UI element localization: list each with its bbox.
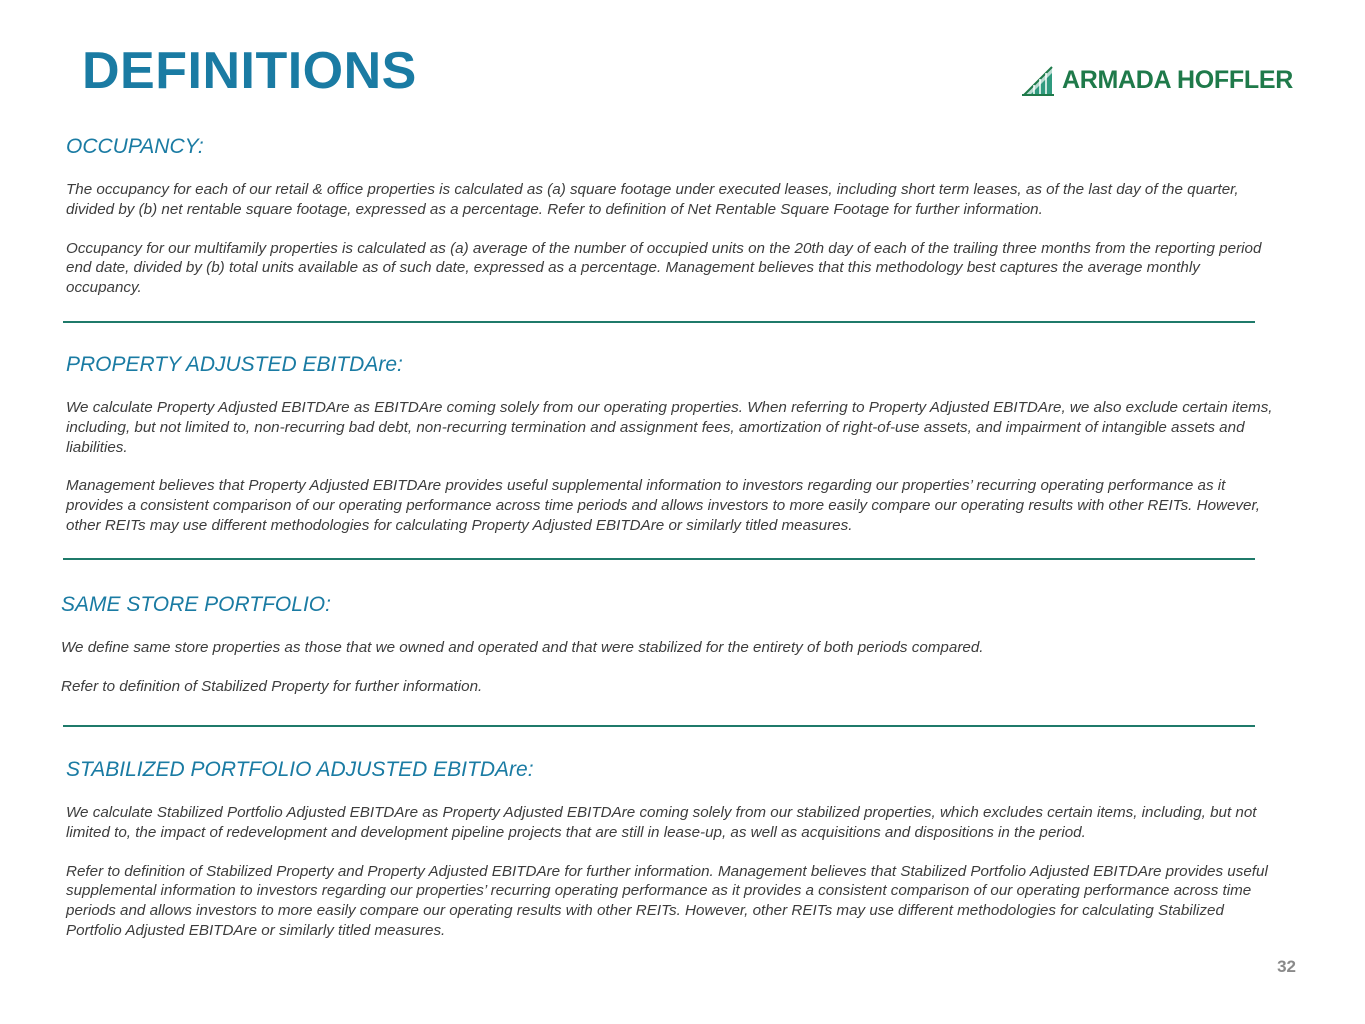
company-logo (1022, 62, 1302, 98)
section-heading: OCCUPANCY: (66, 135, 204, 158)
section-paragraph: We calculate Property Adjusted EBITDAre as EBITDAre coming solely from our operating properties. When referring to Property Adjusted EBITDAre, we also exclude certain items, including, but not limited to, non-recurring bad debt, non-recurring termination and assignment fees, amortization of right-of-use assets, and impairment of intangible assets and liabilities. (66, 399, 1273, 456)
section-paragraph: We define same store properties as those that we owned and operated and that were stabilized for the entirety of both periods compared. (61, 639, 984, 656)
section-property-adjusted-ebitdare (66, 352, 1276, 536)
section-stabilized-portfolio-adjusted-ebitdare (66, 757, 1276, 941)
section-heading: PROPERTY ADJUSTED EBITDAre: (66, 353, 403, 376)
logo-text: ARMADA HOFFLER (1062, 65, 1293, 94)
section-divider (63, 725, 1255, 727)
section-divider (63, 558, 1255, 560)
page-title: DEFINITIONS (82, 42, 417, 100)
section-same-store-portfolio (61, 592, 1271, 697)
page-number: 32 (1277, 957, 1296, 976)
section-divider (63, 321, 1255, 323)
section-paragraph: Occupancy for our multifamily properties is calculated as (a) average of the number of occupied units on the 20th day of each of the trailing three months from the reporting period end date, divided by (b) total units available as of such date, expressed as a percentage. Management believes that this methodology best captures the average monthly occupancy. (66, 239, 1262, 297)
section-paragraph: Refer to definition of Stabilized Property for further information. (61, 677, 483, 695)
armada-hoffler-logo-icon (1022, 63, 1058, 97)
section-paragraph: We calculate Stabilized Portfolio Adjusted EBITDAre as Property Adjusted EBITDAre coming solely from our stabilized properties, which excludes certain items, including, but not limited to, the impact of redevelopment and development pipeline projects that are still in lease-up, as well as acquisitions and dispositions in the period. (66, 804, 1257, 841)
section-paragraph: Management believes that Property Adjusted EBITDAre provides useful supplemental information to investors regarding our properties’ recurring operating performance as it provides a consistent comparison of our operating performance across time periods and allows investors to more easily compare our operating results with other REITs. However, other REITs may use different methodologies for calculating Property Adjusted EBITDAre or similarly titled measures. (66, 477, 1260, 534)
section-paragraph: The occupancy for each of our retail & office properties is calculated as (a) square footage under executed leases, including short term leases, as of the last day of the quarter, divided by (b) net rentable square footage, expressed as a percentage. Refer to definition of Net Rentable Square Footage for further information. (66, 181, 1239, 218)
section-paragraph: Refer to definition of Stabilized Property and Property Adjusted EBITDAre for further information. Management believes that Stabilized Portfolio Adjusted EBITDAre provides useful supplemental information to investors regarding our properties’ recurring operating performance as it provides a consistent comparison of our operating performance across time periods and allows investors to more easily compare our operating results with other REITs. However, other REITs may use different methodologies for calculating Stabilized Portfolio Adjusted EBITDAre or similarly titled measures. (66, 862, 1268, 939)
section-occupancy (66, 134, 1276, 298)
section-heading: STABILIZED PORTFOLIO ADJUSTED EBITDAre: (66, 758, 534, 781)
section-heading: SAME STORE PORTFOLIO: (61, 593, 331, 616)
